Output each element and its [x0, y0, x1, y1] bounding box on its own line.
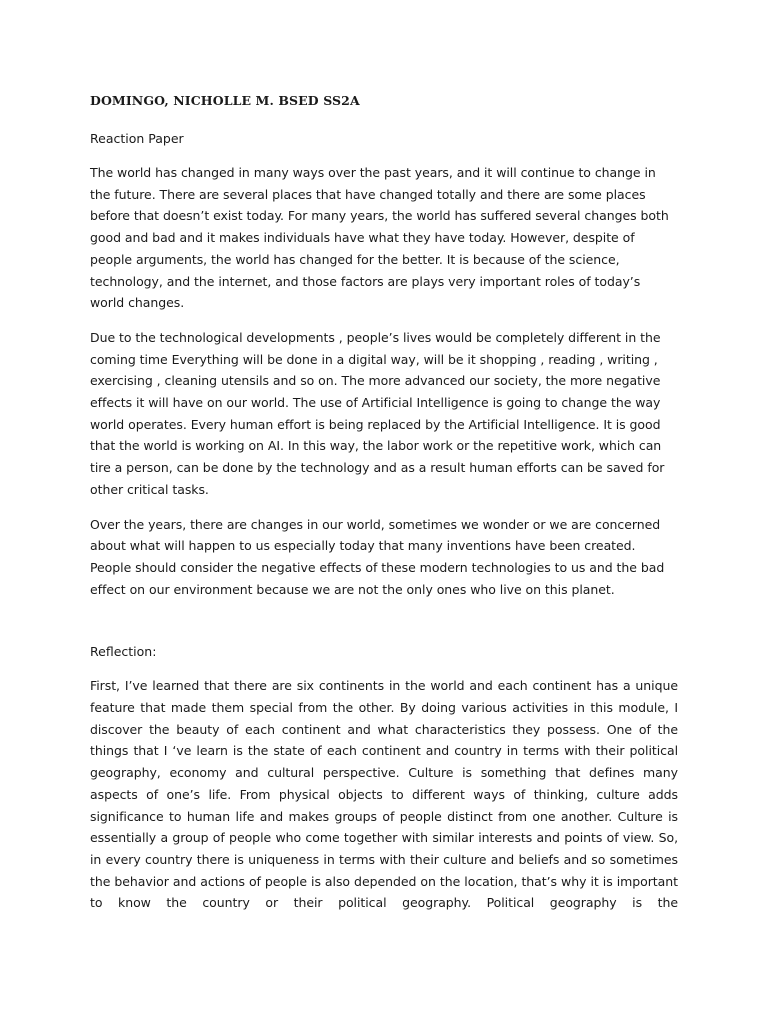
reflection-heading: Reflection: [90, 644, 157, 660]
reflection-paragraph: First, I’ve learned that there are six continents in the world and each continent has a unique feature that made them special from the other. By doing various activities in this module, I discover the beauty of each continent and what characteristics they possess. One of the things that I ‘ve learn is the state of each continent and country in terms with their political geography, economy and cultural perspective. Culture is something that defines many aspects of one’s life. From physical objects to different ways of thinking, culture adds significance to human life and makes groups of people distinct from one another. Culture is essentially a group of people who come together with similar interests and points of view. So, in every country there is uniqueness in terms with their culture and beliefs and so sometimes the behavior and actions of people is also depended on the location, that’s why it is important to know the country or their political geography. Political geography is the [90, 678, 678, 911]
section-spacer [90, 613, 678, 641]
paragraph-1: The world has changed in many ways over the past years, and it will continue to change in the future. There are several places that have changed totally and there are some places before that doesn’t exist today. For many years, the world has suffered several changes both good and bad and it makes individuals have what they have today. However, despite of people arguments, the world has changed for the better. It is because of the science, technology, and the internet, and those factors are plays very important roles of today’s world changes. [90, 165, 669, 311]
paragraph-2: Due to the technological developments , people’s lives would be completely different in the coming time Everything will be done in a digital way, will be it shopping , reading , writing , exercising , cleaning utensils and so on. The more advanced our society, the more negative effects it will have on our world. The use of Artificial Intelligence is going to change the way world operates. Every human effort is being replaced by the Artificial Intelligence. It is good that the world is working on AI. In this way, the labor work or the repetitive work, which can tire a person, can be done by the technology and as a result human efforts can be saved for other critical tasks. [90, 329, 665, 497]
paper-title: Reaction Paper [90, 131, 184, 146]
paragraph-3: Over the years, there are changes in our world, sometimes we wonder or we are concerned about what will happen to us especially today that many inventions have been created. People should consider the negative effects of these modern technologies to us and the bad effect on our environment because we are not the only ones who live on this planet. [90, 516, 665, 597]
author-header: DOMINGO, NICHOLLE M. BSED SS2A [90, 93, 360, 108]
